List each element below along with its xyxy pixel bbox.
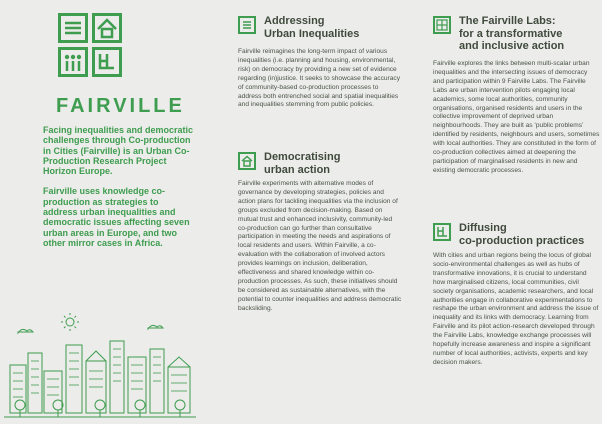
section-addressing-header <box>238 15 359 40</box>
section-democratising-body: Fairville experiments with alternative modes of governance by developing strategies, policies and action plans for tackling inequalities via the inclusion of groups excluded from decision-making. Based on mutual trust and enhanced inclusivity, community-led co-production can go further than consultative participation in meeting the needs and aspirations of local residents and users. Within Fairville, a co-evaluation with the collaboration of involved actors provides learnings on inclusion, deliberation, effectiveness and shared knowledge within co-production processes. As such, these initiatives should be considered as sustainable alternatives, with the potential to counter inequalities and address democratic backsliding. <box>238 180 402 312</box>
plot-icon <box>92 47 122 77</box>
section-labs-title: The Fairville Labs: for a transformative and inclusive action <box>459 15 565 52</box>
section-diffusing-body: With cities and urban regions being the locus of global socio-environmental challenges as well as hubs of transformative innovations, it is crucial to understand how marginalised citizens, local communities, civil society organisations, academic researchers, and local authorities engage in collaborative experimentations to reshape the urban environment and address the issue of inequality and its links with democracy. Learning from Fairville and its pilot action-research developed through the Fairville Labs, knowledge exchange processes will hopefully increase awareness and inspire a significant number of local authorities, activists, experts and key decision makers. <box>433 252 599 366</box>
crowd-icon <box>58 47 88 77</box>
section-labs-header <box>433 15 564 53</box>
intro-paragraph-1: Facing inequalities and democratic challenges through Co-production in Cities (Fairville) is an Urban Co-Production Research Project Horizon Europe. <box>43 125 194 177</box>
building-icon <box>433 16 451 34</box>
section-democratising-header <box>238 151 340 176</box>
intro-paragraph-2: Fairville uses knowledge co-production as strategies to address urban inequalities and democratic issues affecting seven urban areas in Europe, and two other mirror cases in Africa. <box>43 186 190 248</box>
house-icon <box>238 152 256 170</box>
fairville-logo <box>58 13 122 77</box>
section-addressing-body: Fairville reimagines the long-term impact of various inequalities (i.e. planning and housing, environmental, risk) on democracy by providing a new set of evidence regarding (in)justice. It seeks to showcase the accuracy of community-based co-production processes to address both entrenched social and spatial inequalities and inequalities stemming from public policies. <box>238 48 400 109</box>
brand-name: FAIRVILLE <box>56 95 185 117</box>
intro-text <box>43 125 195 248</box>
building-icon <box>58 13 88 43</box>
city-illustration <box>0 305 200 424</box>
plot-icon <box>433 223 451 241</box>
section-addressing-title: Addressing Urban Inequalities <box>264 15 360 40</box>
section-labs-body: Fairville explores the links between multi-scalar urban inequalities and the intersecting issues of democracy and participation within 9 Fairville Labs. The Fairville Labs are urban intervention pilots engaging local academics, some local authorities, community organisations, organised residents and users in the collective improvement of deprived urban neighbourhoods. They are built as ‘public problems’ identified by residents, neighbours and users, sometimes with local authorities. They are constituted in the form of co-production collectives aimed at deepening the participation of marginalised residents in new and existing democratic processes. <box>433 60 600 174</box>
middle-column <box>204 0 404 424</box>
right-column <box>403 0 602 424</box>
document-icon <box>238 16 256 34</box>
section-democratising-title: Democratising urban action <box>264 151 341 176</box>
section-diffusing-header <box>433 222 584 247</box>
house-icon <box>92 13 122 43</box>
section-diffusing-title: Diffusing co-production practices <box>459 222 585 247</box>
left-column <box>0 0 200 424</box>
